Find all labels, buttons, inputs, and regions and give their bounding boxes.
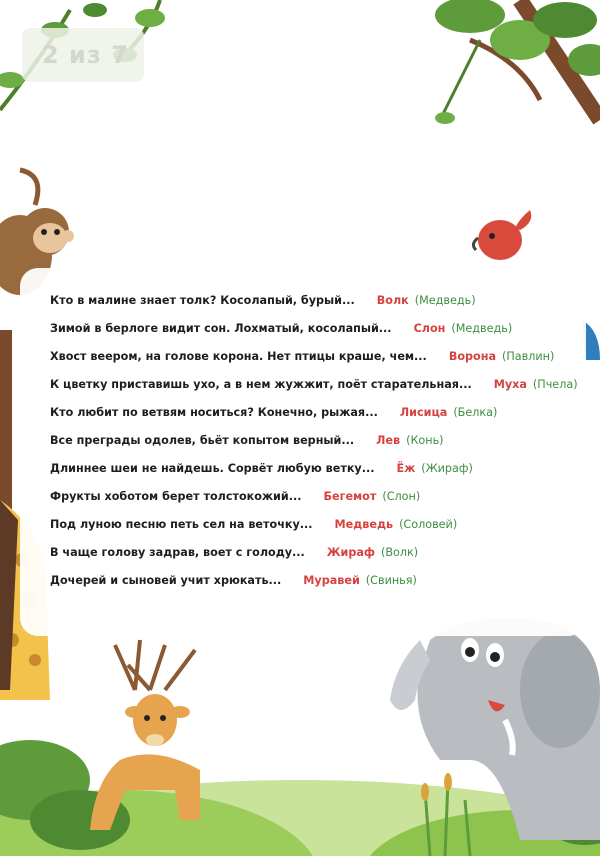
riddle-row bbox=[50, 455, 590, 483]
page-counter: 2 из 7 bbox=[22, 28, 144, 82]
riddle-row bbox=[50, 371, 590, 399]
correct-answer: (Волк) bbox=[381, 546, 419, 559]
riddle-text: Длиннее шеи не найдешь. Сорвёт любую ветку... bbox=[50, 462, 375, 475]
riddle-text: Зимой в берлоге видит сон. Лохматый, косолапый... bbox=[50, 322, 392, 335]
correct-answer: (Белка) bbox=[453, 406, 498, 419]
riddle-row bbox=[50, 539, 590, 567]
wrong-answer: Лисица bbox=[399, 406, 448, 419]
riddle-row bbox=[50, 315, 590, 343]
tree-branch-top-right bbox=[435, 0, 600, 124]
wrong-answer: Медведь bbox=[334, 518, 394, 531]
wrong-answer: Муха bbox=[493, 378, 527, 391]
riddle-text: Хвост веером, на голове корона. Нет птицы краше, чем... bbox=[50, 350, 427, 363]
riddle-row bbox=[50, 511, 590, 539]
correct-answer: (Соловей) bbox=[399, 518, 458, 531]
wrong-answer: Ворона bbox=[448, 350, 496, 363]
riddles-list bbox=[50, 287, 590, 595]
riddle-text: Дочерей и сыновей учит хрюкать... bbox=[50, 574, 282, 587]
riddle-text: К цветку приставишь ухо, а в нем жужжит, поёт старательная... bbox=[50, 378, 472, 391]
riddle-row bbox=[50, 343, 590, 371]
correct-answer: (Свинья) bbox=[365, 574, 417, 587]
riddle-text: Фрукты хоботом берет толстокожий... bbox=[50, 490, 302, 503]
riddle-row bbox=[50, 287, 590, 315]
wrong-answer: Ёж bbox=[396, 462, 416, 475]
correct-answer: (Медведь) bbox=[451, 322, 513, 335]
correct-answer: (Медведь) bbox=[414, 294, 476, 307]
correct-answer: (Жираф) bbox=[421, 462, 473, 475]
riddle-text: Кто в малине знает толк? Косолапый, бурый... bbox=[50, 294, 355, 307]
riddle-row bbox=[50, 427, 590, 455]
riddle-row bbox=[50, 567, 590, 595]
riddle-text: Все преграды одолев, бьёт копытом верный... bbox=[50, 434, 355, 447]
riddle-text: Под луною песню петь сел на веточку... bbox=[50, 518, 313, 531]
wrong-answer: Муравей bbox=[303, 574, 360, 587]
wrong-answer: Бегемот bbox=[323, 490, 377, 503]
wrong-answer: Жираф bbox=[326, 546, 375, 559]
wrong-answer: Лев bbox=[376, 434, 401, 447]
riddle-row bbox=[50, 483, 590, 511]
riddle-text: В чаще голову задрав, воет с голоду... bbox=[50, 546, 305, 559]
correct-answer: (Конь) bbox=[406, 434, 444, 447]
wrong-answer: Волк bbox=[376, 294, 409, 307]
correct-answer: (Пчела) bbox=[532, 378, 578, 391]
wrong-answer: Слон bbox=[413, 322, 446, 335]
correct-answer: (Слон) bbox=[382, 490, 421, 503]
riddle-row bbox=[50, 399, 590, 427]
riddle-text: Кто любит по ветвям носиться? Конечно, рыжая... bbox=[50, 406, 378, 419]
correct-answer: (Павлин) bbox=[502, 350, 555, 363]
